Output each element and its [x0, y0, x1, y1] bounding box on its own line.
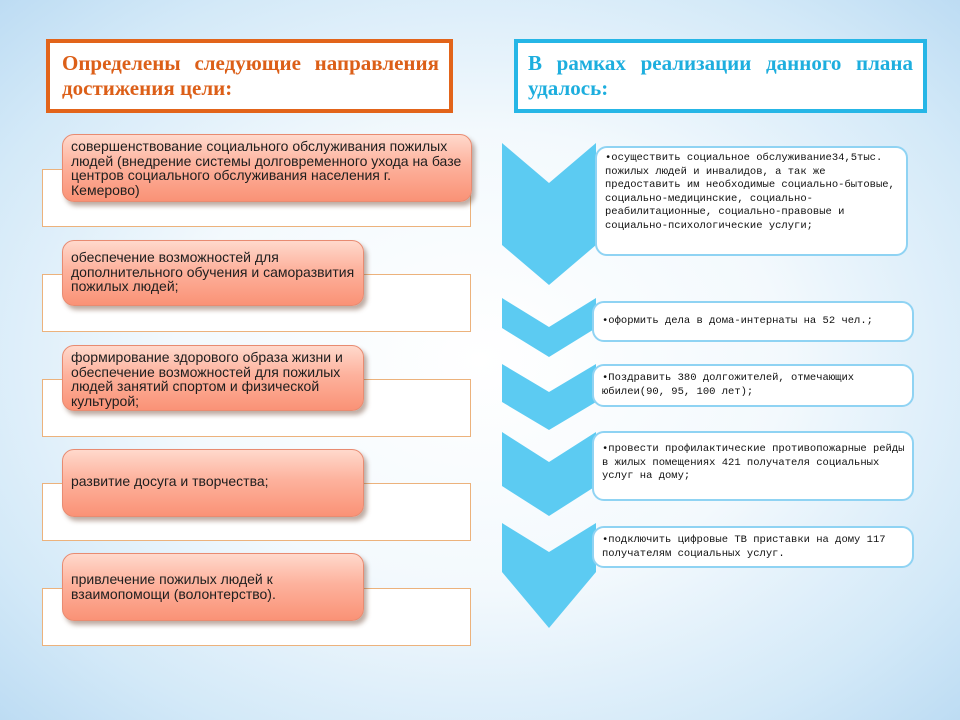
direction-text-3: формирование здорового образа жизни и обеспечение возможностей для пожилых людей занятий спортом и физической культурой; — [71, 349, 343, 409]
result-item-2 — [592, 301, 914, 342]
result-item-3 — [592, 364, 914, 407]
right-header-text: В рамках реализации данного плана удалось: — [528, 51, 913, 100]
result-item-4 — [592, 431, 914, 501]
chevron-3 — [502, 364, 596, 430]
chevron-4 — [502, 432, 596, 516]
direction-text-2: обеспечение возможностей для дополнительного обучения и саморазвития пожилых людей; — [71, 249, 355, 294]
result-text-5: •подключить цифровые ТВ приставки на дому 117 получателям социальных услуг. — [602, 534, 886, 560]
direction-text-5: привлечение пожилых людей к взаимопомощи (волонтерство). — [71, 571, 276, 602]
left-header-text: Определены следующие направления достижения цели: — [62, 51, 439, 100]
chevron-2 — [502, 298, 596, 357]
result-item-1 — [595, 146, 908, 256]
direction-text-4: развитие досуга и творчества; — [71, 473, 269, 489]
result-text-3: •Поздравить 380 долгожителей, отмечающих юбилеи(90, 95, 100 лет); — [602, 372, 855, 398]
result-item-5 — [592, 526, 914, 568]
chevron-5 — [502, 523, 596, 628]
direction-text-1: совершенствование социального обслуживания пожилых людей (внедрение системы долговременного ухода на базе центров социального обслуживания населения г. Кемерово) — [71, 138, 462, 198]
chevron-1 — [502, 143, 596, 285]
result-text-4: •провести профилактические противопожарные рейды в жилых помещениях 421 получателя социальных услуг на дому; — [602, 443, 905, 482]
result-text-2: •оформить дела в дома-интернаты на 52 чел.; — [602, 315, 873, 327]
result-text-1: •осуществить социальное обслуживание34,5тыс. пожилых людей и инвалидов, а так же предоставить им необходимые социально-бытовые, социально-медицинские, социально-реабилитационные, социально-правовые и социально-психологические услуги; — [605, 152, 895, 232]
